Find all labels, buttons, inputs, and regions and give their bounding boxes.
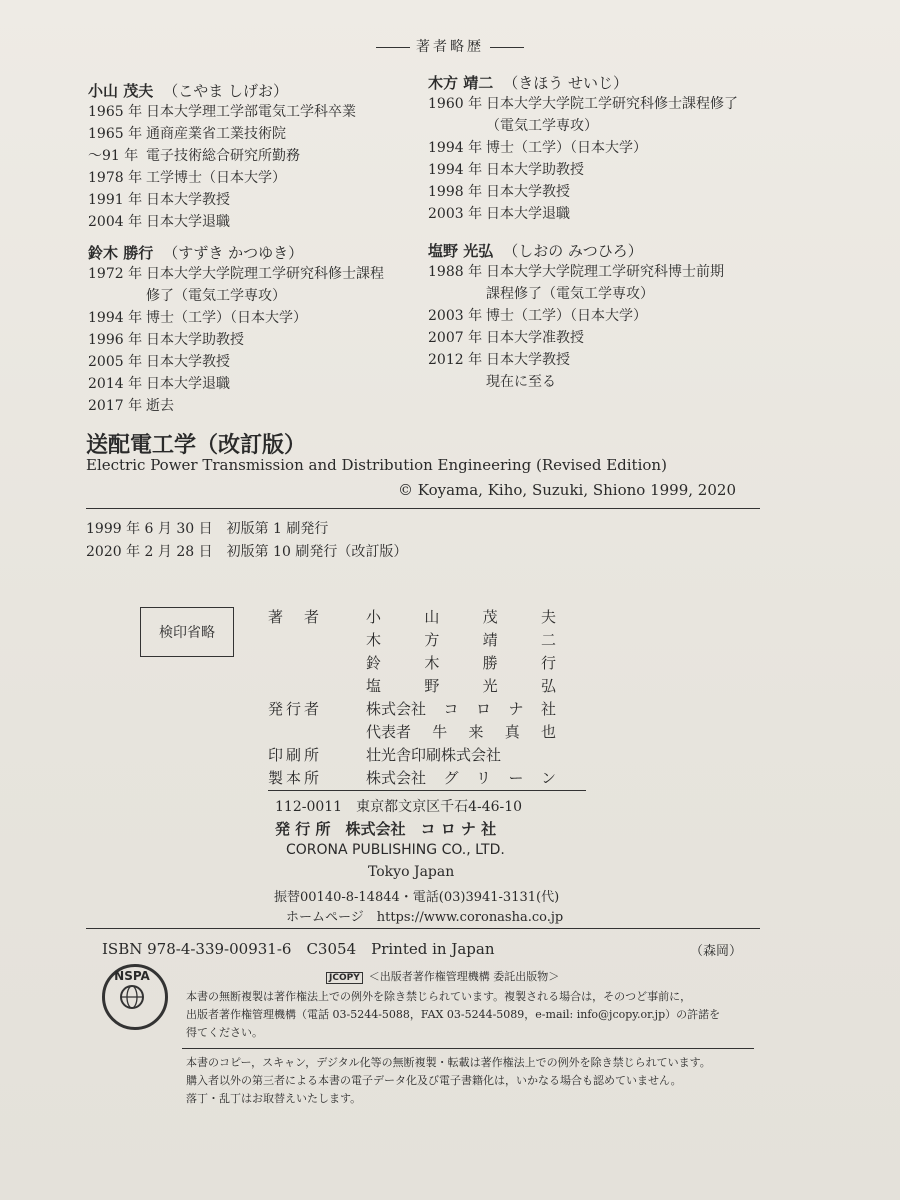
bio-text: 日本大学大学院工学研究科修士課程修了 bbox=[486, 96, 738, 112]
author-block-shiono bbox=[428, 240, 724, 393]
staff-value bbox=[366, 675, 556, 696]
staff-char: 行 bbox=[540, 654, 556, 672]
staff-char: 野 bbox=[424, 677, 440, 695]
bio-text: 日本大学教授 bbox=[486, 352, 570, 368]
author-block-kiho bbox=[428, 72, 738, 225]
book-title: 送配電工学（改訂版） bbox=[86, 433, 307, 458]
publisher-address: 112-0011 東京都文京区千石4-46-10 bbox=[275, 799, 523, 815]
staff-role: 著 者 bbox=[268, 608, 323, 626]
staff-role bbox=[268, 675, 366, 696]
publisher-office: 発 行 所 株式会社 コ ロ ナ 社 bbox=[275, 820, 497, 838]
bio-entry bbox=[88, 285, 384, 307]
bio-year bbox=[428, 115, 486, 137]
jcopy-line: 本書の無断複製は著作権法上での例外を除き禁じられています。複製される場合は，そのつど事前に， bbox=[186, 990, 692, 1003]
staff-char: 木 bbox=[424, 654, 440, 672]
staff-row bbox=[268, 606, 556, 627]
author-kana: （しおの みつひろ） bbox=[503, 242, 643, 260]
author-kana: （すずき かつゆき） bbox=[163, 244, 304, 262]
bio-year: 2003 年 bbox=[428, 308, 483, 324]
author-kana: （こやま しげお） bbox=[163, 82, 289, 100]
staff-char: 弘 bbox=[540, 677, 556, 695]
staff-char: 也 bbox=[540, 723, 556, 741]
staff-row bbox=[268, 675, 556, 696]
bio-year: 1965 年 bbox=[88, 104, 143, 120]
staff-role: 製本所 bbox=[268, 769, 323, 787]
author-entries bbox=[88, 263, 384, 417]
jcopy-heading: JCOPY ＜出版者著作権管理機構 委託出版物＞ bbox=[326, 968, 559, 984]
bio-text: 修了（電気工学専攻） bbox=[146, 288, 286, 304]
bio-entry bbox=[88, 167, 356, 189]
staff-row bbox=[268, 721, 556, 742]
author-bio-heading: 著者略歴 bbox=[0, 36, 900, 56]
bio-text: 工学博士（日本大学） bbox=[146, 170, 286, 186]
bio-text: 日本大学教授 bbox=[486, 184, 570, 200]
author-entries bbox=[88, 101, 356, 233]
jcopy-line: 出版者著作権管理機構（電話 03-5244-5088，FAX 03-5244-5089，e-mail: info@jcopy.or.jp）の許諾を bbox=[186, 1008, 721, 1021]
bio-entry bbox=[428, 137, 738, 159]
staff-char: グ bbox=[443, 769, 459, 787]
bio-text: 日本大学准教授 bbox=[486, 330, 584, 346]
notice-line: 本書のコピー，スキャン，デジタル化等の無断複製・転載は著作権法上での例外を除き禁じられています。 bbox=[186, 1056, 711, 1069]
bio-entry bbox=[88, 351, 384, 373]
bio-entry bbox=[428, 283, 724, 305]
author-name: 鈴木 勝行 bbox=[88, 244, 154, 262]
staff-row bbox=[268, 629, 556, 650]
bio-text: 逝去 bbox=[146, 398, 174, 414]
staff-char: 山 bbox=[424, 608, 440, 626]
bio-text: 電子技術総合研究所勤務 bbox=[146, 148, 300, 164]
staff-row bbox=[268, 698, 556, 719]
staff-char: 壮光舎印刷株式会社 bbox=[366, 746, 502, 764]
binder-mark: （森岡） bbox=[690, 944, 743, 959]
bio-year: 2004 年 bbox=[88, 214, 143, 230]
staff-role bbox=[268, 652, 366, 673]
bio-text: 博士（工学）（日本大学） bbox=[486, 140, 647, 156]
staff-char: ナ bbox=[508, 700, 524, 718]
bio-year: 2005 年 bbox=[88, 354, 143, 370]
staff-char: ン bbox=[540, 769, 556, 787]
bio-text: 日本大学退職 bbox=[146, 214, 230, 230]
staff-char: 株式会社 bbox=[366, 700, 427, 718]
divider bbox=[268, 790, 586, 791]
staff-role: 印刷所 bbox=[268, 746, 323, 764]
bio-year: 1972 年 bbox=[88, 266, 143, 282]
stamp-omitted-box: 検印省略 bbox=[140, 607, 234, 657]
bio-text: 日本大学退職 bbox=[146, 376, 230, 392]
staff-char: 光 bbox=[482, 677, 498, 695]
staff-char: 夫 bbox=[540, 608, 556, 626]
bio-text: 日本大学大学院理工学研究科博士前期 bbox=[486, 264, 724, 280]
bio-entry bbox=[88, 211, 356, 233]
publisher-name-en: CORONA PUBLISHING CO., LTD. bbox=[286, 842, 505, 858]
staff-role bbox=[268, 629, 366, 650]
staff-char: 靖 bbox=[482, 631, 498, 649]
bio-text: 日本大学教授 bbox=[146, 354, 230, 370]
bio-text: 通商産業省工業技術院 bbox=[146, 126, 286, 142]
author-block-koyama bbox=[88, 80, 356, 233]
bio-text: 日本大学退職 bbox=[486, 206, 570, 222]
author-name: 小山 茂夫 bbox=[88, 82, 154, 100]
jcopy-badge: JCOPY bbox=[326, 972, 363, 984]
bio-year: 2017 年 bbox=[88, 398, 143, 414]
author-name: 木方 靖二 bbox=[428, 74, 494, 92]
author-name: 塩野 光弘 bbox=[428, 242, 494, 260]
staff-char: 来 bbox=[468, 723, 484, 741]
bio-entry bbox=[88, 263, 384, 285]
divider bbox=[86, 508, 760, 509]
bio-entry bbox=[428, 327, 724, 349]
bio-year: 2003 年 bbox=[428, 206, 483, 222]
bio-entry bbox=[428, 261, 724, 283]
publisher-city: Tokyo Japan bbox=[368, 864, 455, 880]
bio-text: 日本大学教授 bbox=[146, 192, 230, 208]
bio-entry bbox=[428, 349, 724, 371]
bio-entry bbox=[428, 93, 738, 115]
author-block-suzuki bbox=[88, 242, 384, 417]
staff-value bbox=[366, 767, 556, 788]
staff-value bbox=[366, 698, 556, 719]
bio-entry bbox=[428, 305, 724, 327]
staff-row bbox=[268, 652, 556, 673]
staff-char: 小 bbox=[366, 608, 382, 626]
bio-year: 1960 年 bbox=[428, 96, 483, 112]
bio-text: 日本大学助教授 bbox=[486, 162, 584, 178]
bio-entry bbox=[428, 203, 738, 225]
staff-role bbox=[268, 721, 366, 742]
bio-year: 1978 年 bbox=[88, 170, 143, 186]
bio-year: 2012 年 bbox=[428, 352, 483, 368]
staff-char: 塩 bbox=[366, 677, 382, 695]
staff-char: 社 bbox=[540, 700, 556, 718]
bio-year: 1988 年 bbox=[428, 264, 483, 280]
staff-char: 茂 bbox=[482, 608, 498, 626]
bio-year: 1994 年 bbox=[428, 162, 483, 178]
bio-text: 博士（工学）（日本大学） bbox=[486, 308, 647, 324]
author-entries bbox=[428, 261, 724, 393]
staff-value bbox=[366, 606, 556, 627]
bio-year: ～91 年 bbox=[88, 148, 139, 164]
staff-char: リ bbox=[475, 769, 491, 787]
staff-char: ー bbox=[508, 769, 524, 787]
staff-char: 方 bbox=[424, 631, 440, 649]
staff-value bbox=[366, 744, 556, 765]
bio-entry bbox=[428, 115, 738, 137]
jcopy-line: 得てください。 bbox=[186, 1026, 263, 1039]
bio-entry bbox=[88, 307, 384, 329]
staff-char: 鈴 bbox=[366, 654, 382, 672]
bio-year: 1998 年 bbox=[428, 184, 483, 200]
staff-value bbox=[366, 652, 556, 673]
isbn-line: ISBN 978-4-339-00931-6 C3054 Printed in Japan bbox=[102, 940, 495, 958]
bio-text: 日本大学助教授 bbox=[146, 332, 244, 348]
divider bbox=[182, 1048, 754, 1049]
publisher-phone: 振替00140-8-14844・電話(03)3941-3131(代) bbox=[274, 890, 560, 905]
bio-year bbox=[428, 371, 486, 393]
book-title-en: Electric Power Transmission and Distribution Engineering (Revised Edition) bbox=[86, 456, 667, 474]
bio-year: 1994 年 bbox=[428, 140, 483, 156]
bio-text: 日本大学大学院理工学研究科修士課程 bbox=[146, 266, 384, 282]
bio-year bbox=[88, 285, 146, 307]
bio-entry bbox=[88, 145, 356, 167]
divider bbox=[86, 928, 760, 929]
staff-char: 牛 bbox=[432, 723, 448, 741]
staff-row bbox=[268, 767, 556, 788]
bio-entry bbox=[88, 395, 384, 417]
bio-year: 1991 年 bbox=[88, 192, 143, 208]
staff-row bbox=[268, 744, 556, 765]
bio-year: 1965 年 bbox=[88, 126, 143, 142]
bio-text: 現在に至る bbox=[486, 374, 556, 390]
bio-entry bbox=[88, 329, 384, 351]
staff-char: 勝 bbox=[482, 654, 498, 672]
staff-value bbox=[366, 629, 556, 650]
bio-year: 1996 年 bbox=[88, 332, 143, 348]
staff-role: 発行者 bbox=[268, 700, 323, 718]
bio-entry bbox=[88, 123, 356, 145]
bio-text: 日本大学理工学部電気工学科卒業 bbox=[146, 104, 356, 120]
bio-entry bbox=[428, 159, 738, 181]
bio-text: 課程修了（電気工学専攻） bbox=[486, 286, 654, 302]
staff-char: ロ bbox=[475, 700, 491, 718]
publisher-homepage[interactable]: ホームページ https://www.coronasha.co.jp bbox=[286, 910, 564, 925]
author-kana: （きほう せいじ） bbox=[503, 74, 629, 92]
bio-year: 2007 年 bbox=[428, 330, 483, 346]
staff-char: 真 bbox=[504, 723, 520, 741]
staff-char: 株式会社 bbox=[366, 769, 427, 787]
notice-line: 購入者以外の第三者による本書の電子データ化及び電子書籍化は，いかなる場合も認めていません。 bbox=[186, 1074, 682, 1087]
staff-char: 木 bbox=[366, 631, 382, 649]
bio-year: 2014 年 bbox=[88, 376, 143, 392]
bio-year: 1994 年 bbox=[88, 310, 143, 326]
bio-entry bbox=[428, 181, 738, 203]
bio-text: （電気工学専攻） bbox=[486, 118, 598, 134]
edition-line: 1999 年 6 月 30 日 初版第 1 刷発行 bbox=[86, 521, 329, 537]
staff-value bbox=[366, 721, 556, 742]
edition-line: 2020 年 2 月 28 日 初版第 10 刷発行（改訂版） bbox=[86, 544, 408, 560]
bio-entry bbox=[88, 101, 356, 123]
nspa-logo-icon: NSPA bbox=[102, 964, 168, 1030]
bio-entry bbox=[88, 189, 356, 211]
notice-line: 落丁・乱丁はお取替えいたします。 bbox=[186, 1092, 362, 1105]
bio-text: 博士（工学）（日本大学） bbox=[146, 310, 307, 326]
copyright-line: © Koyama, Kiho, Suzuki, Shiono 1999, 2020 bbox=[398, 481, 736, 499]
staff-char: 二 bbox=[540, 631, 556, 649]
staff-char: 代表者 bbox=[366, 723, 412, 741]
author-entries bbox=[428, 93, 738, 225]
staff-char: コ bbox=[443, 700, 459, 718]
bio-year bbox=[428, 283, 486, 305]
bio-entry bbox=[88, 373, 384, 395]
bio-entry bbox=[428, 371, 724, 393]
